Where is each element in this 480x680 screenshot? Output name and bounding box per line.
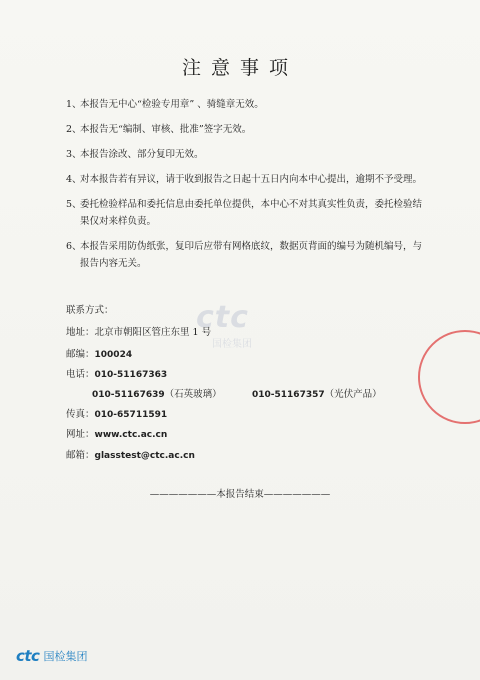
web-label: 网址： bbox=[66, 429, 95, 440]
note-number: 2、 bbox=[66, 124, 82, 135]
phone-label: 电话： bbox=[66, 369, 95, 380]
contact-heading: 联系方式： bbox=[66, 305, 114, 316]
email-value: glasstest@ctc.ac.cn bbox=[94, 451, 195, 461]
note-text: 委托检验样品和委托信息由委托单位提供，本中心不对其真实性负责，委托检验结果仅对来样负责。 bbox=[80, 199, 423, 227]
phone-row bbox=[66, 366, 167, 380]
page-title: 注意事项 bbox=[181, 57, 298, 79]
fax-row bbox=[66, 406, 167, 420]
phone-value: 010-51167357 bbox=[252, 390, 325, 400]
address-value: 北京市朝阳区管庄东里 1 号 bbox=[94, 327, 212, 338]
red-seal-stamp bbox=[418, 330, 480, 424]
company-name: 国检集团 bbox=[43, 650, 88, 663]
zip-value: 100024 bbox=[94, 350, 133, 360]
note-item bbox=[66, 238, 426, 272]
note-item bbox=[66, 146, 426, 163]
ctc-logo-icon: ctc bbox=[16, 647, 40, 665]
note-text: 对本报告若有异议，请于收到报告之日起十五日内向本中心提出，逾期不予受理。 bbox=[80, 174, 423, 185]
address-row bbox=[66, 324, 211, 338]
phone-note: （光伏产品） bbox=[324, 389, 382, 400]
phone-row-3 bbox=[252, 386, 382, 400]
note-item bbox=[66, 121, 426, 138]
notes-list bbox=[66, 96, 426, 280]
note-number: 6、 bbox=[66, 241, 82, 252]
note-text: 本报告采用防伪纸张，复印后应带有网格底纹，数据页背面的编号为随机编号，与报告内容无关。 bbox=[80, 241, 423, 269]
note-text: 本报告涂改、部分复印无效。 bbox=[80, 149, 204, 160]
web-row bbox=[66, 426, 167, 440]
note-text: 本报告无“编制、审核、批准”签字无效。 bbox=[80, 124, 252, 135]
phone-value: 010-51167363 bbox=[94, 370, 168, 380]
note-item bbox=[66, 171, 426, 188]
note-number: 1、 bbox=[66, 99, 82, 110]
web-value: www.ctc.ac.cn bbox=[94, 430, 168, 440]
address-label: 地址： bbox=[66, 327, 95, 338]
note-item bbox=[66, 96, 426, 113]
note-number: 4、 bbox=[66, 174, 82, 185]
zip-label: 邮编： bbox=[66, 349, 95, 360]
phone-note: （石英玻璃） bbox=[164, 389, 222, 400]
note-item bbox=[66, 196, 426, 230]
zip-row bbox=[66, 346, 132, 360]
email-row bbox=[66, 447, 195, 461]
email-label: 邮箱： bbox=[66, 450, 95, 461]
fax-value: 010-65711591 bbox=[94, 410, 168, 420]
note-text: 本报告无中心“检验专用章” 、骑缝章无效。 bbox=[80, 99, 264, 110]
phone-value: 010-51167639 bbox=[92, 390, 165, 400]
ctc-footer-logo bbox=[16, 647, 87, 665]
phone-row-2 bbox=[92, 386, 222, 400]
fax-label: 传真： bbox=[66, 409, 95, 420]
note-number: 3、 bbox=[66, 149, 82, 160]
report-end-line: ———————本报告结束——————— bbox=[149, 489, 331, 500]
ctc-watermark-logo: ctc 国检集团 bbox=[196, 300, 252, 350]
note-number: 5、 bbox=[66, 199, 82, 210]
